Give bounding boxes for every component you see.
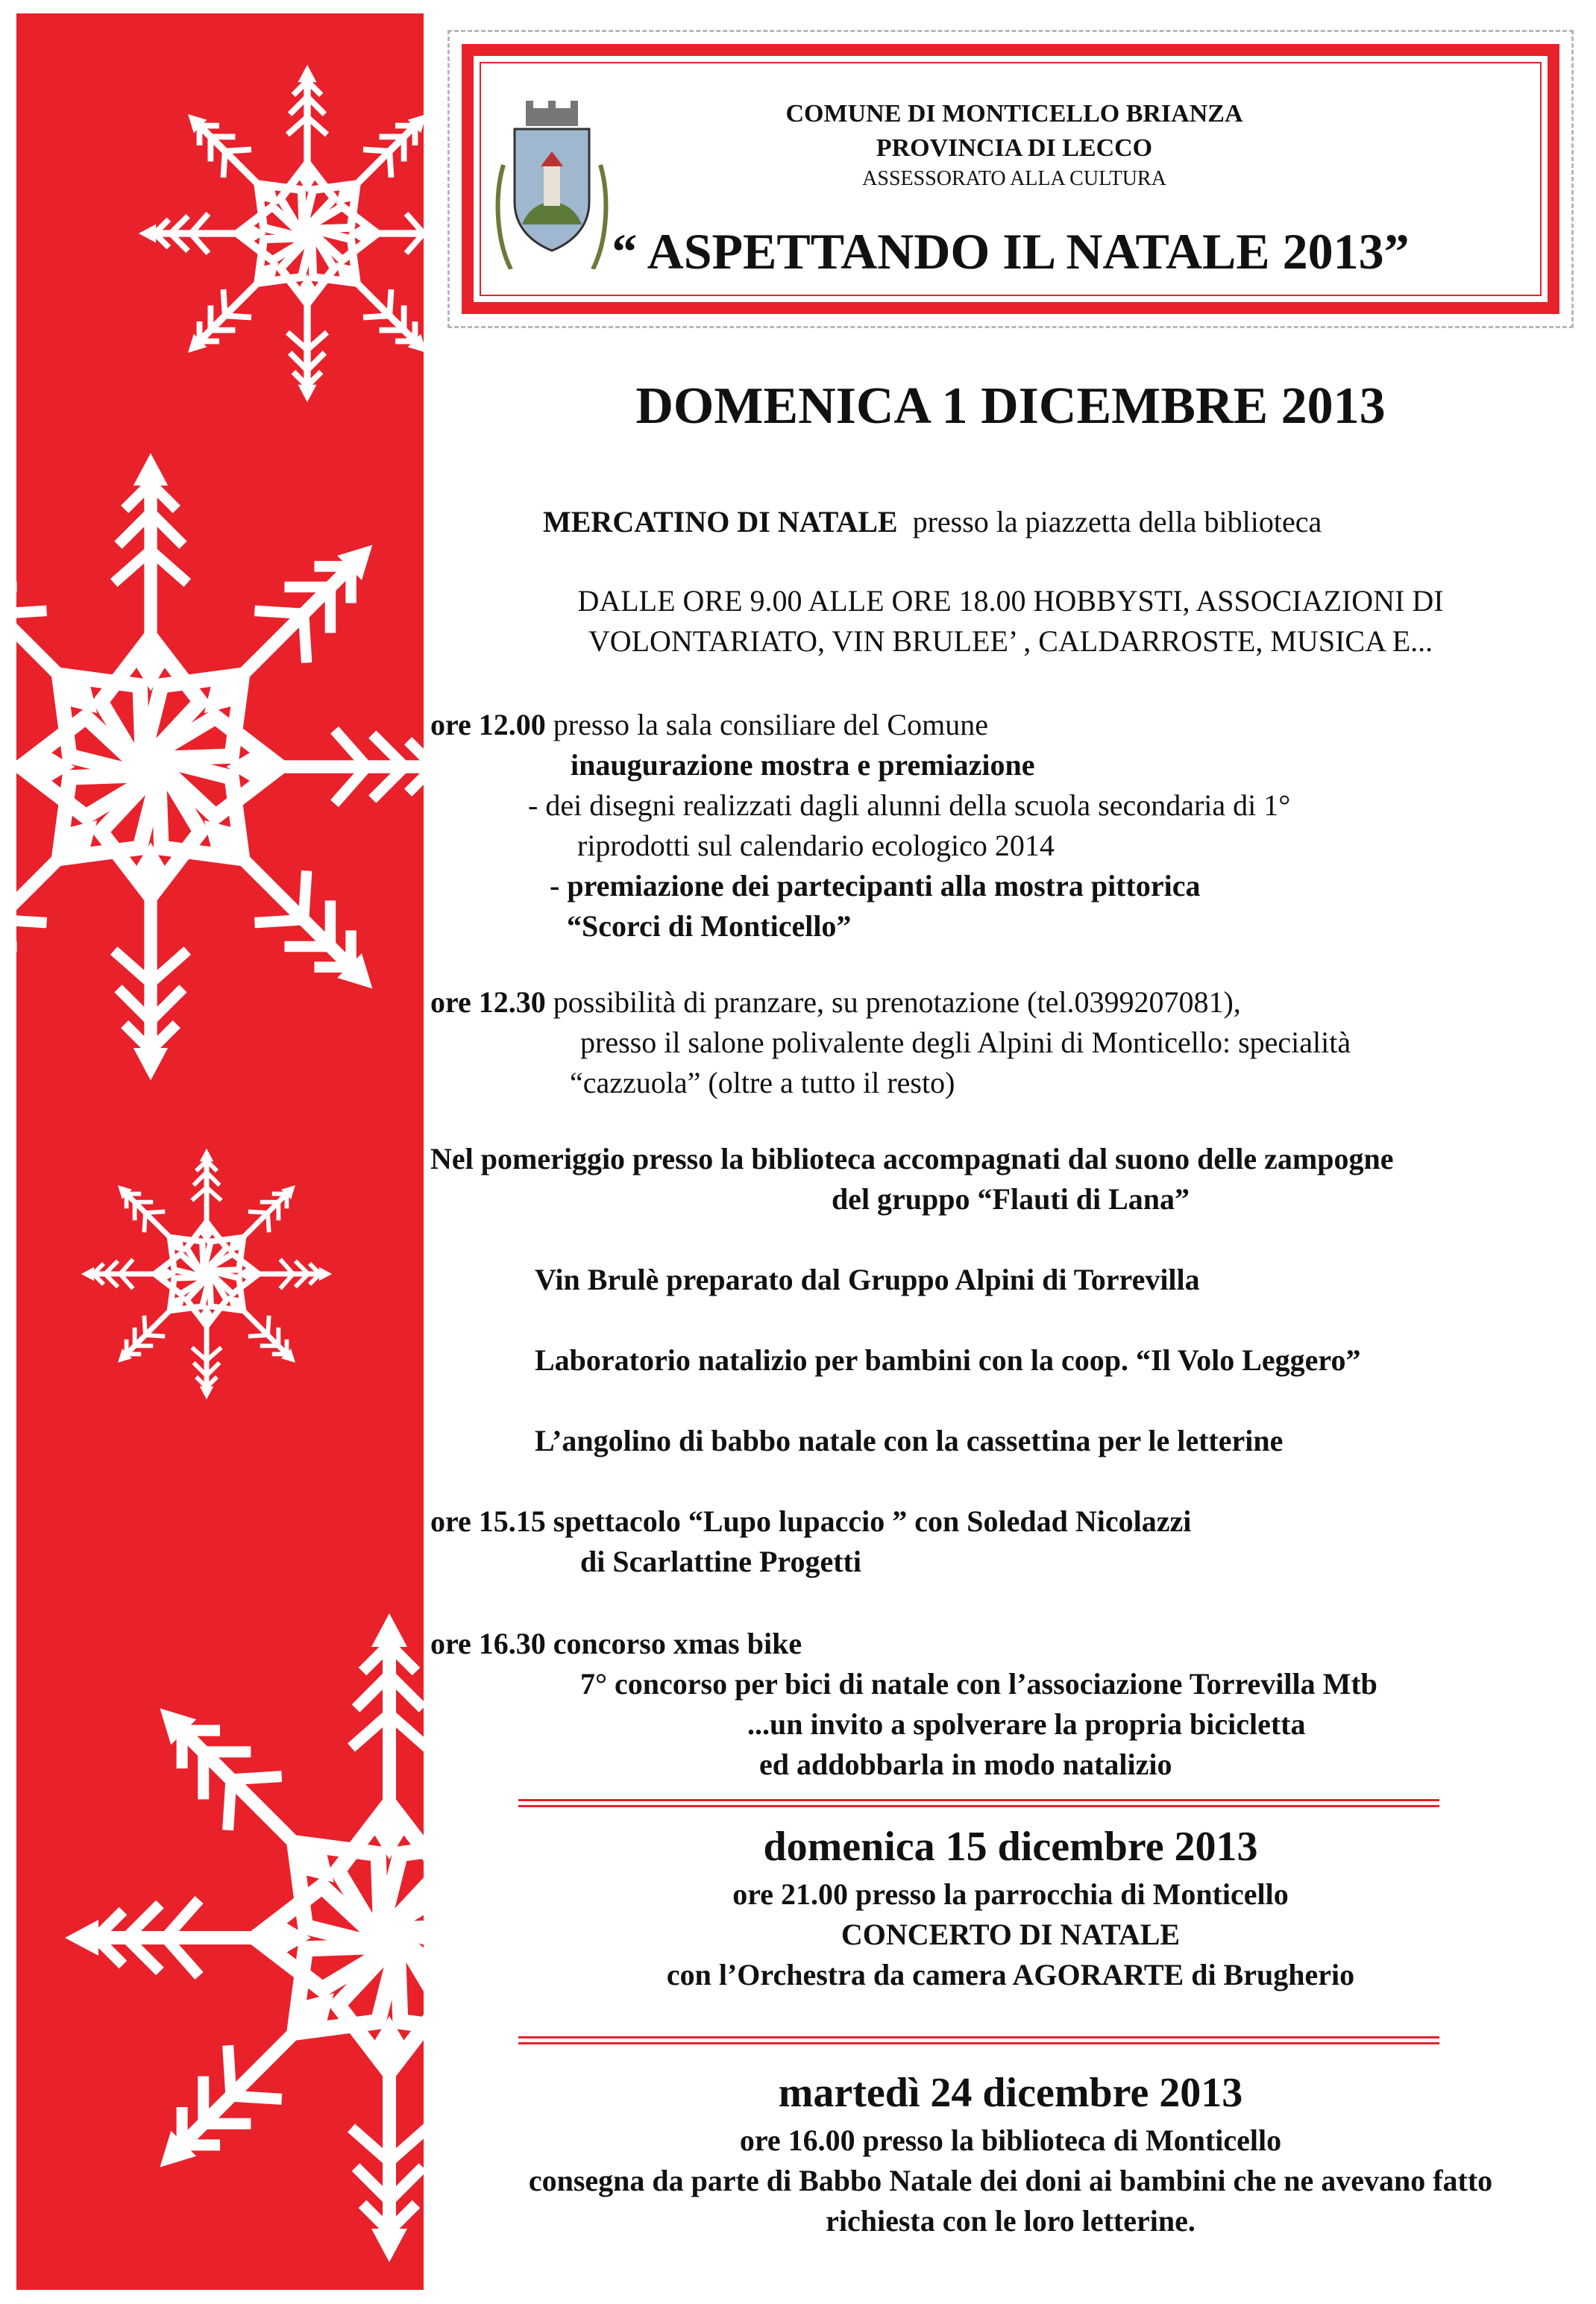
snowflake-icon [81,1149,332,1399]
event-1230-text3: “cazzuola” (oltre a tutto il resto) [570,1066,955,1099]
header-assessorato: ASSESSORATO ALLA CULTURA [862,167,1166,190]
snowflake-icon [65,1613,424,2262]
event-1200-title: inaugurazione mostra e premiazione [571,748,1035,782]
header-provincia: PROVINCIA DI LECCO [876,134,1153,162]
angolino: L’angolino di babbo natale con la cassettina per le letterine [535,1424,1284,1457]
event-1230-time: ore 12.30 [430,985,546,1019]
event-1200-item1-cont: riprodotti sul calendario ecologico 2014 [577,829,1055,862]
market-info-line1: DALLE ORE 9.00 ALLE ORE 18.00 HOBBYSTI, ASSOCIAZIONI DI [577,584,1444,618]
day3-line1: ore 16.00 presso la biblioteca di Monticello [739,2123,1282,2157]
snowflake-icon [16,453,424,1081]
event-title: “ ASPETTANDO IL NATALE 2013” [612,223,1410,280]
event-1630-line3: ...un invito a spolverare la propria bicicletta [747,1707,1306,1741]
market-line [543,504,1322,539]
event-1230-line [430,985,1241,1020]
event-1630-line1: ore 16.30 concorso xmas bike [430,1627,802,1660]
market-name: MERCATINO DI NATALE [543,505,898,539]
divider [518,1805,1439,1807]
vin-brule: Vin Brulè preparato dal Gruppo Alpini di Torrevilla [535,1263,1200,1296]
day1-date: DOMENICA 1 DICEMBRE 2013 [635,377,1386,435]
event-1630-line4: ed addobbarla in modo natalizio [759,1748,1172,1781]
divider [518,2036,1439,2038]
afternoon-line2: del gruppo “Flauti di Lana” [831,1182,1190,1216]
event-1200-item2-cont: “Scorci di Monticello” [567,909,852,943]
day2-line3: con l’Orchestra da camera AGORARTE di Brugherio [666,1958,1355,1991]
event-1230-text1: possibilità di pranzare, su prenotazione (tel.0399207081), [553,985,1241,1019]
laboratorio: Laboratorio natalizio per bambini con la coop. “Il Volo Leggero” [535,1343,1361,1377]
header-comune: COMUNE DI MONTICELLO BRIANZA [785,100,1243,128]
event-1200-line [430,707,988,742]
event-1200-place: presso la sala consiliare del Comune [553,708,988,741]
day3-line2: consegna da parte di Babbo Natale dei doni ai bambini che ne avevano fatto [528,2164,1493,2197]
market-info-line2: VOLONTARIATO, VIN BRULEE’ , CALDARROSTE, MUSICA E... [588,624,1433,658]
day3-date: martedì 24 dicembre 2013 [778,2070,1243,2116]
day3-line3: richiesta con le loro letterine. [826,2204,1196,2238]
event-1200-time: ore 12.00 [430,708,546,741]
decorative-red-band [16,13,424,2290]
event-1515-line2: di Scarlattine Progetti [580,1545,861,1578]
divider [518,2042,1439,2044]
event-1230-text2: presso il salone polivalente degli Alpini di Monticello: specialità [580,1026,1351,1059]
snowflake-icon [139,65,424,402]
event-1630-line2: 7° concorso per bici di natale con l’associazione Torrevilla Mtb [580,1667,1377,1701]
day2-line1: ore 21.00 presso la parrocchia di Monticello [732,1877,1289,1911]
divider [518,1799,1439,1801]
day2-line2: CONCERTO DI NATALE [841,1918,1181,1951]
market-place: presso la piazzetta della biblioteca [912,505,1322,539]
event-1200-item2: - premiazione dei partecipanti alla mostra pittorica [550,869,1201,903]
event-1515-line1: ore 15.15 spettacolo “Lupo lupaccio ” con Soledad Nicolazzi [430,1504,1192,1538]
event-1200-item1: - dei disegni realizzati dagli alunni della scuola secondaria di 1° [528,788,1291,822]
afternoon-line1: Nel pomeriggio presso la biblioteca accompagnati dal suono delle zampogne [430,1142,1394,1175]
day2-date: domenica 15 dicembre 2013 [763,1824,1258,1870]
